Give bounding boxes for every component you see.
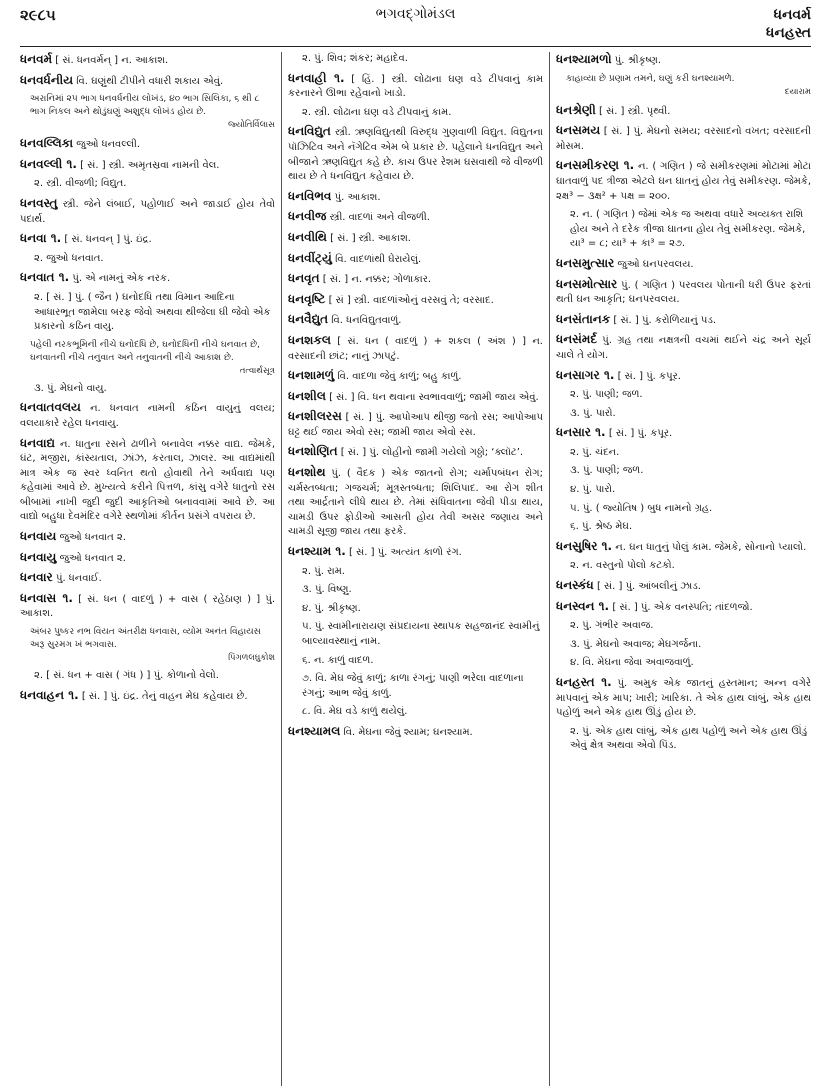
dictionary-entry (556, 675, 811, 721)
definition: [ સં. ] સ્ત્રી. અમૃતસ્રવા નામની વેલ. (80, 159, 220, 171)
headword: ધનશ્યામળો (556, 52, 612, 66)
sub-sense: ૨. પું. પાણી; જળ. (570, 389, 643, 401)
definition: [ સં. ] પું. મેઘનો સમય; વરસાદનો વખત; વરસાદની મોસમ. (556, 126, 811, 152)
headword: ધનવિભવ (288, 188, 332, 203)
dictionary-entry (288, 71, 543, 102)
headword: ધનવીથિ (288, 229, 327, 244)
definition: પું. આકાશ. (334, 191, 381, 203)
definition: વિ. વાદળા જેવું કાળું; બહુ કાળું. (337, 371, 462, 383)
definition: વિ. ઘણુંથી ટીપીને વધારી શકાય એવું. (76, 75, 224, 87)
definition: પું. ધનવાઈ. (55, 573, 102, 585)
headword: ધનવલ્લી ૧. (20, 156, 77, 171)
headword: ધનશોથ (288, 465, 326, 480)
dictionary-entry (20, 231, 275, 248)
headword: ધનસાગર ૧. (556, 367, 615, 382)
quotation-text: અંબર પુષ્કર નભ વિયત અંતરીક્ષ ધનવાસ, વ્યોમ અનંત વિહાયસ અરૂ સુરમગ ખં ભગવાસ. (30, 627, 261, 651)
definition: [ સં. ] પું. કપૂર. (617, 370, 681, 382)
headword: ધનશીલ (288, 388, 326, 403)
sub-sense: ૭. વિ. મેઘ જેવું કાળું; કાળા રંગનું; પાણી ભરેલા વાદળાના રંગનું; આભ જેવું કાળું. (302, 673, 524, 699)
sub-sense: ૨. [ સં. ] પું. ( જૈન ) ઘનોદધિ તથા વિમાન આદિના આધારભૂત જામેલા બરફ જેવો અથવા થીજેલા ઘી જેવો એક પ્રકારનો કઠિન વાયુ. (34, 291, 271, 333)
headword: ધનશ્યામ ૧. (288, 544, 346, 559)
sub-sense: ૫. પું. સ્વામીનારાયણ સંપ્રદાયના સ્થાપક સહજાનંદ સ્વામીનું બાલ્યાવસ્થાનું નામ. (302, 621, 540, 647)
headword: ધનસુષિર ૧. (556, 538, 613, 553)
definition: [ સં. ] ન. નક્કર; ગોળાકાર. (322, 274, 432, 286)
definition: [ સં. ] પું. કરોળિયાનું પડ. (613, 314, 717, 326)
sub-sense: ૨. પું. શિવ; શંકર; મહાદેવ. (302, 53, 408, 64)
dictionary-entry (288, 292, 543, 309)
headword: ધનવાર (20, 570, 53, 585)
dictionary-entry (288, 189, 543, 206)
quotation-text: પહેલી નરકભૂમિની નીચે ઘનોદધિ છે, ઘનોદધિની નીચે ઘનવાત છે, ઘનવાતની નીચે તનુવાત અને તનુવાતની નીચે આકાશ છે. (30, 339, 260, 363)
dictionary-entry (20, 52, 275, 69)
headword: ધનવાસ ૧. (20, 590, 73, 605)
headword: ધનવૃત (288, 271, 320, 286)
definition: સ્ત્રી. જેને લંબાઈ, પહોળાઈ અને જાડાઈ હોય તેવો પદાર્થ. (20, 198, 275, 225)
definition: [ સં. ] સ્ત્રી. આકાશ. (330, 232, 411, 244)
dictionary-entry (288, 230, 543, 247)
definition: [ સં. ] પું. અત્યંત કાળો રંગ. (349, 547, 462, 559)
quotation-source: દયારામ (784, 86, 811, 97)
sub-sense: ૨. ન. ( ગણિત ) જેમાં એક જ અથવા વધારે અવ્યક્ત રાશિ હોય અને તે દરેક ત્રીજા ઘાતના હોય તેવું સમીકરણ. જેમકે, યા³ = ૮; યા³ + કા³ = ૨૭. (570, 209, 806, 250)
dictionary-entry (288, 544, 543, 561)
dictionary-entry (556, 312, 811, 329)
dictionary-entry (288, 209, 543, 226)
definition: ન. ઘન ધાતુનું પોલું કામ. જેમકે, સોનાનો પ્યાલો. (615, 541, 807, 553)
headword: ધનવલ્લિકા (20, 136, 74, 151)
headword: ધનવાત ૧. (20, 270, 70, 285)
dictionary-entry (20, 529, 275, 546)
definition: પું. ગ્રહ તથા નક્ષત્રની વચમાં થઈને ચંદ્ર અને સૂર્ય ચાલે તે યોગ. (556, 335, 811, 361)
definition: સ્ત્રી. વાદળાં અને વીજળી. (329, 212, 430, 224)
definition: સ્ત્રી. ઋણવિદ્યુતથી વિરુદ્ધ ગુણવાળી વિદ્યુત. વિદ્યુતના પૉઝિટિવ અને નૅગેટિવ એમ બે પ્રકાર છે. પહેલાને ધનવિદ્યુત અને બીજાને ઋણવિદ્યુત કહે છે. કાચ ઉપર રેશમ ઘસવાથી જે વીજળી થાય છે તે ધનવિદ્યુત કહેવાય છે. (288, 127, 543, 183)
definition: પું. અમુક એક જાતનું હસ્તમાન; અન્ન વગેરે માપવાનું એક માપ; ખારી; ખારિકા. તે એક હાથ લાંબું, એક હાથ પહોળું અને એક હાથ ઊંડું હોય છે. (556, 678, 811, 719)
dictionary-entry (556, 123, 811, 154)
dictionary-entry (288, 312, 543, 329)
headword: ધનસમય (556, 123, 601, 138)
quotation-source: પિંગળલઘુકોશ (228, 653, 275, 664)
dictionary-entry (20, 270, 275, 287)
dictionary-entry (20, 688, 275, 705)
sub-sense: ૨. પું. ચંદન. (570, 446, 620, 458)
quotation-text: કાહાવ્યા છે પ્રણામ તમને, ઘણું કરી ઘનશ્યામળે. (566, 73, 735, 84)
definition: ન. ધાતુના રસને ઢાળીને બનાવેલ નક્કર વાદ્ય. જેમકે, ઘંટ, મજીરા, કાંસ્યતાલ, ઝાંઝ, કરતાલ, ઝાલર. આ વાદ્યમાંથી માત્ર એક જ સ્વર ધ્વનિત થતો હોવાથી તેને અર્ધવાદ્ય પણ કહેવામાં આવે છે. મુખ્યત્વે કરીને પિત્તળ, કાંસુ વગેરે ધાતુનો રસ બીબામાં નાખી જુદી જુદી આકૃતિઓ બનાવવામાં આવે છે. આ વાદ્યો બહુધા દેવમંદિર વગેરે સ્થળોમાં કીર્તન પ્રસંગે વપરાય છે. (20, 438, 275, 523)
sub-sense: ૪. પું. શ્રીકૃષ્ણ. (302, 602, 361, 614)
dictionary-entry (20, 550, 275, 567)
headword: ધનવિદ્યુત (288, 124, 331, 139)
headword: ધનવાહી ૧. (288, 70, 345, 85)
page-number: ૨૯૮૫ (20, 6, 56, 24)
sub-sense: ૨. સ્ત્રી. વીજળી; વિદ્યુત. (34, 178, 127, 190)
definition: [ સં. ] પું. એક વનસ્પતિ; તાંદળજો. (612, 601, 753, 613)
definition: ન. ધનવાત નામની કઠિન વાયુનું વલય; વલયાકારે રહેલ ધનવાયુ. (20, 403, 275, 429)
quotation-source: તત્વાર્થસૂત્ર (239, 365, 275, 376)
definition: પું. શ્રીકૃષ્ણ. (614, 55, 661, 66)
sub-sense: ૪. પું. પારો. (570, 484, 616, 496)
guide-word-last: ધનહસ્ત (766, 25, 811, 41)
sub-sense: ૩. પું. પાણી; જળ. (570, 465, 644, 477)
definition: જુઓ ધનવાત ૨. (59, 552, 126, 564)
dictionary-entry (288, 271, 543, 288)
headword: ધનસમુત્સાર (556, 255, 615, 270)
definition: [ સં. ] પું. આપોઆપ થીજી જતો રસ; આપોઆપ ઘટ્ટ થઈ જાય એવો રસ; જામી જાય એવો રસ. (288, 412, 543, 438)
sub-sense: ૪. વિ. મેઘના જેવા અવાજવાળું. (570, 657, 694, 669)
dictionary-entry (20, 157, 275, 174)
headword: ધનશોણિત (288, 444, 338, 459)
definition: [ સં. ] પું. કપૂર. (608, 428, 673, 440)
dictionary-entry (288, 251, 543, 268)
headword: ધનશકલ (288, 332, 331, 347)
dictionary-entry (556, 332, 811, 363)
sub-sense: ૨. પું. ગંભીર અવાજ. (570, 620, 654, 632)
page-title: ભગવદ્ગોમંડલ (375, 6, 456, 22)
definition: [ સં. ધનવન્ ] પું. ઇંદ્ર. (64, 234, 152, 246)
definition: પું. ( વૈદક ) એક જાતનો રોગ; ચર્માપબંધન રોગ; ચર્મસ્તબ્ધતા; ગજચર્મ; મૂત્રસ્તબ્ધતા; શિલિપાદ. આ રોગ શીત તથા આર્દ્રતાને લીધે થાય છે. તેમાં સંધિવાતના જેવી પીડા થાય, ચામડી ઉપર ફોડીઓ આસતી હોય તેવી અસર જણાય અને ચામડી સૂજી જાય તથા ફરકે. (288, 468, 543, 538)
headword: ધનસંતાનક (556, 311, 611, 326)
sub-sense: ૨. જુઓ ધનવાત. (34, 252, 104, 264)
sub-sense: ૨. ન. વસ્તુનો પોલો કટકો. (570, 560, 675, 572)
sub-sense: ૫. પું. ( જ્યોતિષ ) બુધ નામનો ગ્રહ. (570, 502, 713, 514)
sub-sense: ૮. વિ. મેઘ વડે કાળું થયેલું. (302, 706, 408, 718)
definition: [ સં. ધનવર્મન્ ] ન. આકાશ. (55, 55, 169, 66)
sub-sense: ૨. પું. એક હાથ લાંબું, એક હાથ પહોળું અને એક હાથ ઊંડું એવું ક્ષેત્ર અથવા એવો પિંડ. (570, 725, 808, 752)
dictionary-entry (556, 103, 811, 120)
dictionary-entry (288, 724, 543, 741)
headword: ધનસાર ૧. (556, 425, 606, 440)
headword: ધનસમોત્સાર (556, 276, 618, 291)
headword: ધનવર્મ (20, 52, 53, 66)
headword: ધનવાદ્ય (20, 435, 56, 450)
sub-sense: ૩. પું. વિષ્ણુ. (302, 584, 352, 596)
definition: ન. ( ગણિત ) જે સમીકરણમાં મોટામાં મોટા ઘાતવાળું પદ ત્રીજા એટલે ઘન ઘાતનું હોય તેવું સમીકરણ. જેમકે, ૨ક્ષ³ − ૩ક્ષ² + ૫ક્ષ = ૨૦૦. (556, 161, 811, 202)
headword: ધનવીજ (288, 209, 327, 224)
definition: [ સં. ] પું. આંબલીનું ઝાડ. (596, 581, 701, 593)
definition: [ સં. ધન ( વાદળું ) + શકલ ( અંશ ) ] ન. વરસાદની છાંટ; નાનું ઝાપટું. (288, 335, 543, 362)
definition: પું. એ નામનું એક નરક. (72, 273, 171, 285)
dictionary-entry (288, 333, 543, 364)
quotation (30, 626, 275, 665)
headword: ધનવૈદ્યુત (288, 312, 329, 327)
dictionary-entry (20, 591, 275, 622)
dictionary-entry (288, 124, 543, 184)
dictionary-entry (20, 400, 275, 431)
headword: ધનવાય (20, 529, 57, 544)
headword: ધનશીલરસ (288, 409, 342, 424)
headword: ધનસ્કંધ (556, 578, 594, 593)
quotation (30, 93, 275, 132)
headword: ધનશામળું (288, 368, 335, 383)
dictionary-entry (288, 465, 543, 540)
definition: [ સં. ધન ( વાદળું ) + વાસ ( રહેઠાણ ) ] પું. આકાશ. (20, 593, 275, 620)
dictionary-entry (556, 52, 811, 69)
definition: [ સં. ] સ્ત્રી. પૃથ્વી. (599, 105, 671, 117)
definition: [ સં ] સ્ત્રી. વાદળાંઓનું વરસવું તે; વરસાદ. (328, 294, 494, 306)
quotation-source: જ્યોતિર્વિલાસ (228, 120, 275, 131)
definition: જુઓ ઘનપરવલય. (617, 258, 694, 270)
sub-sense: ૩. પું. પારો. (570, 407, 616, 419)
headword: ધનવાતવલય (20, 400, 81, 415)
dictionary-entry (556, 158, 811, 204)
dictionary-entry (288, 368, 543, 385)
quotation-text: અરાનિમાં ૨૫ ભાગ ધનવર્ધનીય લોખંડ, ૪૦ ભાગ સિલિકા, ૬ થી ૮ ભાગ નિકલ અને થોડુંઘણું અશુદ્ધ લોખંડ હોય છે. (30, 94, 260, 118)
headword: ધનવૃષ્ટિ (288, 291, 326, 306)
dictionary-entry (20, 73, 275, 90)
sub-sense: ૨. પું. રામ. (302, 565, 345, 577)
definition: [ સં. ] પું. ઇંદ્ર. તેનું વાહન મેઘ કહેવાય છે. (81, 690, 248, 702)
sub-sense: ૩. પું. મેઘનો વાયુ. (34, 382, 107, 394)
dictionary-entry (288, 389, 543, 406)
definition: વિ. વાદળાંથી ઘેરાયેલું. (335, 253, 422, 265)
definition: [ સં. ] વિ. ધન થવાના સ્વભાવવાળું; જામી જાય એવું. (329, 391, 539, 403)
dictionary-entry (20, 436, 275, 526)
definition: વિ. મેઘના જેવું શ્યામ; ઘનશ્યામ. (343, 726, 473, 738)
dictionary-entry (20, 196, 275, 227)
dictionary-entry (556, 599, 811, 616)
headword: ધનવસ્તુ (20, 195, 58, 210)
headword: ધનસ્વન ૧. (556, 598, 610, 613)
column-1 (20, 52, 281, 1086)
sub-sense: ૬. ન. કાળું વાદળ. (302, 654, 374, 666)
headword: ધનવાયુ (20, 549, 57, 564)
dictionary-entry (556, 256, 811, 273)
dictionary-entry (20, 136, 275, 153)
headword: ધનવાહન ૧. (20, 687, 79, 702)
column-3 (549, 52, 811, 1086)
quotation (30, 339, 275, 378)
definition: વિ. ધનવિદ્યુતવાળું. (331, 315, 402, 327)
dictionary-entry (20, 570, 275, 587)
dictionary-entry (556, 578, 811, 595)
sub-sense: ૬. પું. શ્રેષ્ઠ મેઘ. (570, 521, 633, 533)
dictionary-entry (556, 277, 811, 308)
definition: જુઓ ધનવાત ૨. (59, 532, 126, 544)
headword: ધનશ્યામલ (288, 723, 341, 738)
dictionary-entry (288, 409, 543, 440)
definition: [ સં. ] પું. લોહીનો જામી ગયેલો ગઠ્ઠો; ‘ક્લૉટ’. (340, 447, 524, 459)
dictionary-entry (288, 444, 543, 461)
headword: ધનવા ૧. (20, 231, 62, 246)
headword: ધનશ્રેણી (556, 102, 596, 117)
dictionary-entry (556, 425, 811, 442)
dictionary-columns (20, 52, 811, 1086)
sub-sense: ૨. [ સં. ધન + વાસ ( ગંધ ) ] પું. કોળાનો વેલો. (34, 670, 219, 682)
headword: ધનહસ્ત ૧. (556, 675, 612, 689)
definition: પું. ( ગણિત ) પરવલય પોતાની ધરી ઉપર ફરતાં થતી ઘન આકૃતિ; ઘનપરવલય. (556, 279, 811, 306)
guide-words (766, 6, 811, 42)
column-2 (281, 52, 549, 1086)
quotation (566, 73, 811, 99)
definition: જુઓ ધનવલ્લી. (76, 139, 141, 151)
sub-sense: ૨. સ્ત્રી. લોઢાના ઘણ વડે ટીપવાનું કામ. (302, 106, 452, 118)
headword: ધનસંમર્દ (556, 332, 598, 347)
sub-sense: ૩. પું. મેઘનો અવાજ; મેઘગર્જના. (570, 638, 702, 650)
headword: ધનવીંટ્યું (288, 250, 332, 265)
definition: [ હિં. ] સ્ત્રી. લોઢાના ઘણ વડે ટીપવાનું કામ કરનારને ઊભા રહેવાનો ખાડો. (288, 73, 544, 100)
guide-word-first: ધનવર્મ (773, 7, 811, 23)
headword: ધનસમીકરણ ૧. (556, 158, 635, 173)
dictionary-entry (556, 539, 811, 556)
dictionary-entry (556, 368, 811, 385)
page-header (20, 6, 811, 46)
headword: ધનવર્ધનીય (20, 72, 74, 87)
header-rule (20, 46, 811, 47)
